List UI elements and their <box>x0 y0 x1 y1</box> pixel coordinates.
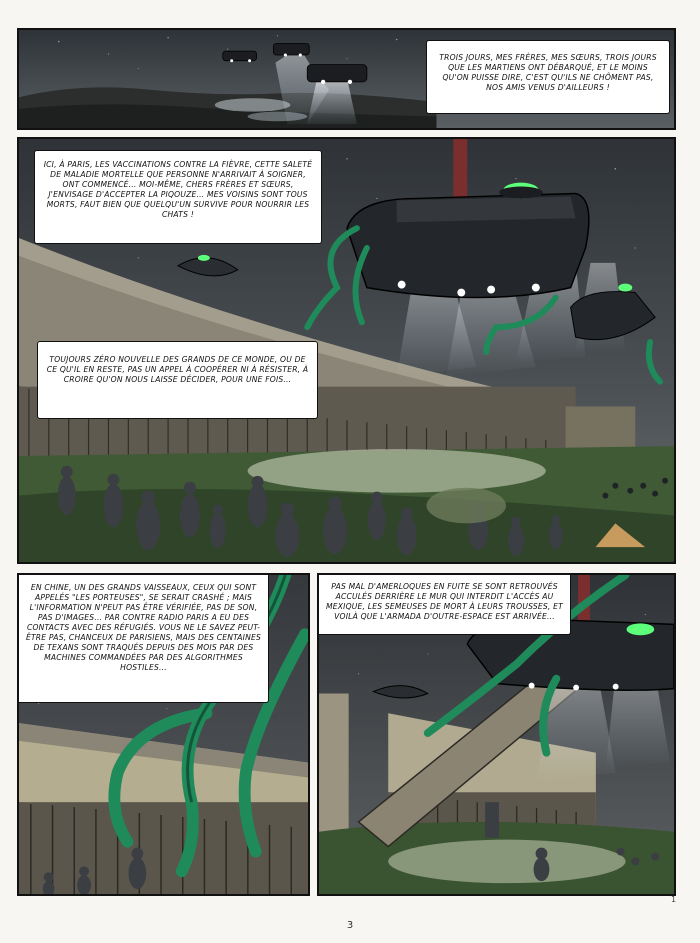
caption-panel-2-mid: TOUJOURS ZÉRO NOUVELLE DES GRANDS DE CE MONDE, OU DE CE QU'IL EN RESTE, PAS UN APPEL À COOPÉRER NI À RÉSISTER, À CROIRE QU'ON NOUS LAISSE DÉCIDER, POUR UNE FOIS... <box>37 341 318 419</box>
caption-panel-3: EN CHINE, UN DES GRANDS VAISSEAUX, CEUX QUI SONT APPELÉS "LES PORTEUSES", SE SERAIT CRASHÉ ; MAIS L'INFORMATION N'PEUT PAS ÊTRE VÉRIFIÉE, PAS DE SON, PAS D'IMAGES... PAR CONTRE RADIO PARIS A EU DES CONTACTS AVEC DES RÉFUGIÉS. VOUS NE LE SAVEZ PEUT-ÊTRE PAS, CHANCEUX DE PARISIENS, MAIS DES CENTAINES DE TEXANS SONT TRAQUÉS DEPUIS DES MOIS PAR DES MACHINES COMMANDÉES PAR DES ALGORITHMES HOSTILES... <box>19 575 269 703</box>
panel-2 <box>17 137 676 564</box>
panel-1 <box>17 28 676 130</box>
caption-panel-1: TROIS JOURS, MES FRÈRES, MES SŒURS, TROIS JOURS QUE LES MARTIENS ONT DÉBARQUÉ, ET LE MOINS QU'ON PUISSE DIRE, C'EST QU'ILS NE CHÔMENT PAS, NOS AMIS VENUS D'AILLEURS ! <box>426 40 670 114</box>
panel-3 <box>17 573 310 896</box>
page-number: 3 <box>346 920 354 931</box>
panel-4 <box>317 573 676 896</box>
caption-panel-4: PAS MAL D'AMERLOQUES EN FUITE SE SONT RETROUVÉS ACCULÉS DERRIÈRE LE MUR QUI INTERDIT L'ACCÈS AU MEXIQUE, LES SEMEUSES DE MORT À LEURS TROUSSES, ET VOILÀ QUE L'ARMADA D'OUTRE-ESPACE EST ARRIVÉE... <box>319 575 571 635</box>
edition-mark: 1 <box>671 895 677 904</box>
caption-panel-2-top: ICI, À PARIS, LES VACCINATIONS CONTRE LA FIÈVRE, CETTE SALETÉ DE MALADIE MORTELLE QUE PERSONNE N'ARRIVAIT À SOIGNER, ONT COMMENCÉ... MOI-MÊME, CHERS FRÈRES ET SŒURS, J'ENVISAGE D'ACCEPTER LA PIQOUZE... MES VOISINS SONT TOUS MORTS, FAUT BIEN QUE QUELQU'UN SURVIVE POUR NOURRIR LES CHATS ! <box>34 150 322 244</box>
